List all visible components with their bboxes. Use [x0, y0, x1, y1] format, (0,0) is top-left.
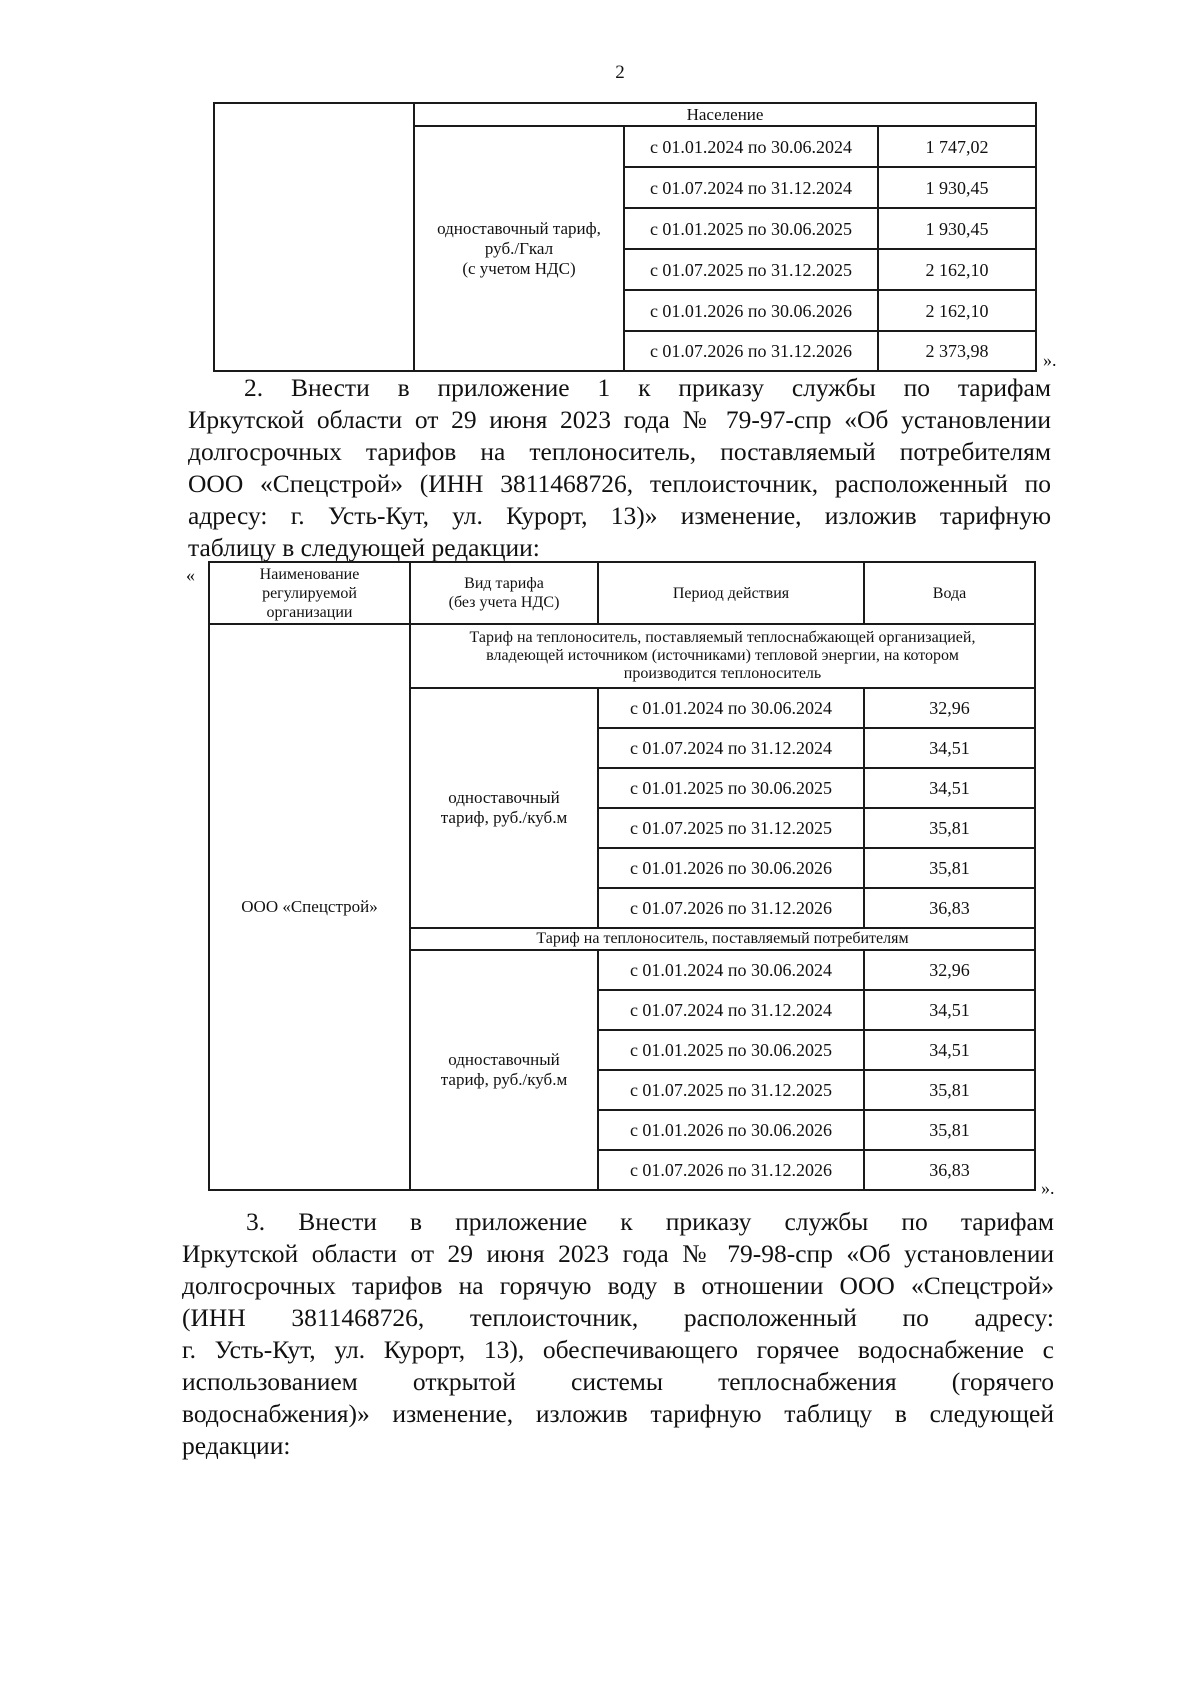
- section-title: Тариф на теплоноситель, поставляемый потребителям: [410, 928, 1035, 950]
- group-header: Население: [414, 103, 1036, 126]
- period-cell: с 01.07.2024 по 31.12.2024: [624, 167, 878, 208]
- text-line: (ИНН 3811468726, теплоисточник, расположенный по адресу:: [182, 1303, 1054, 1332]
- period-cell: с 01.07.2025 по 31.12.2025: [598, 1070, 864, 1110]
- opening-quote: «: [186, 565, 195, 585]
- period-cell: с 01.07.2025 по 31.12.2025: [624, 249, 878, 290]
- period-cell: с 01.01.2026 по 30.06.2026: [598, 1110, 864, 1150]
- paragraph-2: [188, 372, 1051, 564]
- period-cell: с 01.01.2025 по 30.06.2025: [598, 1030, 864, 1070]
- text-line: адресу: г. Усть-Кут, ул. Курорт, 13)» изменение, изложив тарифную: [188, 501, 1051, 530]
- value-cell: 2 162,10: [878, 249, 1036, 290]
- text-line: редакции:: [182, 1431, 291, 1460]
- text-line: 2. Внести в приложение 1 к приказу службы по тарифам: [244, 373, 1051, 402]
- value-cell: 1 747,02: [878, 126, 1036, 167]
- value-cell: 34,51: [864, 1030, 1035, 1070]
- text-line: Иркутской области от 29 июня 2023 года № 79-97-спр «Об установлении: [188, 405, 1051, 434]
- header-tariff: Вид тарифа (без учета НДС): [410, 562, 598, 624]
- closing-quote: ».: [1041, 1178, 1055, 1198]
- tariff-table-population: [213, 102, 1037, 372]
- header-water: Вода: [864, 562, 1035, 624]
- value-cell: 32,96: [864, 688, 1035, 728]
- closing-quote: ».: [1043, 350, 1057, 370]
- period-cell: с 01.07.2026 по 31.12.2026: [624, 331, 878, 371]
- value-cell: 1 930,45: [878, 208, 1036, 249]
- value-cell: 35,81: [864, 848, 1035, 888]
- value-cell: 36,83: [864, 888, 1035, 928]
- period-cell: с 01.07.2024 по 31.12.2024: [598, 728, 864, 768]
- value-cell: 34,51: [864, 768, 1035, 808]
- text-line: использованием открытой системы теплоснабжения (горячего: [182, 1367, 1054, 1396]
- period-cell: с 01.01.2024 по 30.06.2024: [598, 688, 864, 728]
- value-cell: 35,81: [864, 1070, 1035, 1110]
- tariff-table-heat-carrier: [208, 561, 1036, 1191]
- paragraph-3: [182, 1206, 1054, 1462]
- page-number: 2: [615, 62, 625, 83]
- value-cell: 2 373,98: [878, 331, 1036, 371]
- tariff-type-cell: одноставочный тариф, руб./куб.м: [410, 688, 598, 928]
- period-cell: с 01.07.2026 по 31.12.2026: [598, 1150, 864, 1190]
- text-line: 3. Внести в приложение к приказу службы по тарифам: [246, 1207, 1054, 1236]
- period-cell: с 01.01.2024 по 30.06.2024: [598, 950, 864, 990]
- text-line: таблицу в следующей редакции:: [188, 533, 540, 562]
- period-cell: с 01.07.2025 по 31.12.2025: [598, 808, 864, 848]
- text-line: долгосрочных тарифов на горячую воду в отношении ООО «Спецстрой»: [182, 1271, 1054, 1300]
- value-cell: 36,83: [864, 1150, 1035, 1190]
- period-cell: с 01.01.2026 по 30.06.2026: [624, 290, 878, 331]
- text-line: ООО «Спецстрой» (ИНН 3811468726, теплоисточник, расположенный по: [188, 469, 1051, 498]
- tariff-type-cell: одноставочный тариф, руб./Гкал (с учетом НДС): [414, 126, 624, 371]
- value-cell: 34,51: [864, 990, 1035, 1030]
- value-cell: 32,96: [864, 950, 1035, 990]
- value-cell: 35,81: [864, 808, 1035, 848]
- header-period: Период действия: [598, 562, 864, 624]
- value-cell: 1 930,45: [878, 167, 1036, 208]
- period-cell: с 01.01.2026 по 30.06.2026: [598, 848, 864, 888]
- value-cell: 34,51: [864, 728, 1035, 768]
- tariff-type-cell: одноставочный тариф, руб./куб.м: [410, 950, 598, 1190]
- value-cell: 35,81: [864, 1110, 1035, 1150]
- text-line: водоснабжения)» изменение, изложив тарифную таблицу в следующей: [182, 1399, 1054, 1428]
- period-cell: с 01.01.2025 по 30.06.2025: [624, 208, 878, 249]
- period-cell: с 01.01.2024 по 30.06.2024: [624, 126, 878, 167]
- org-cell-empty: [214, 103, 414, 371]
- header-org: Наименование регулируемой организации: [209, 562, 410, 624]
- text-line: г. Усть-Кут, ул. Курорт, 13), обеспечивающего горячее водоснабжение с: [182, 1335, 1054, 1364]
- period-cell: с 01.07.2024 по 31.12.2024: [598, 990, 864, 1030]
- period-cell: с 01.01.2025 по 30.06.2025: [598, 768, 864, 808]
- value-cell: 2 162,10: [878, 290, 1036, 331]
- text-line: Иркутской области от 29 июня 2023 года № 79-98-спр «Об установлении: [182, 1239, 1054, 1268]
- org-name-cell: ООО «Спецстрой»: [209, 624, 410, 1190]
- text-line: долгосрочных тарифов на теплоноситель, поставляемый потребителям: [188, 437, 1051, 466]
- period-cell: с 01.07.2026 по 31.12.2026: [598, 888, 864, 928]
- section-title: Тариф на теплоноситель, поставляемый теплоснабжающей организацией, владеющей источником (источниками) тепловой энергии, на котором производится теплоноситель: [410, 624, 1035, 688]
